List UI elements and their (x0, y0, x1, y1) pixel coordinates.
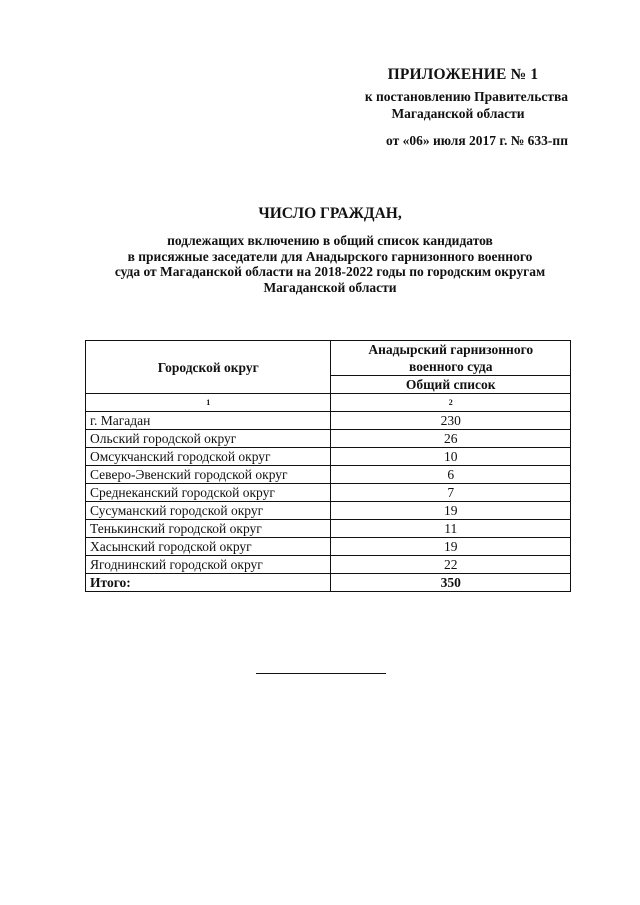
total-value: 350 (331, 574, 571, 592)
document-title: ЧИСЛО ГРАЖДАН, (258, 205, 402, 222)
appendix-to-line: к постановлению Правительства (364, 89, 568, 104)
district-count: 19 (331, 538, 571, 556)
appendix-date-line: от «06» июля 2017 г. № 633-пп (386, 133, 568, 148)
table-row (86, 520, 571, 538)
table-header-row (86, 341, 571, 376)
table-row (86, 484, 571, 502)
column-number: 1 (86, 394, 331, 412)
total-row (86, 574, 571, 592)
district-name: Ягоднинский городской округ (86, 556, 331, 574)
district-name: Тенькинский городской округ (86, 520, 331, 538)
table-row (86, 466, 571, 484)
court-header-line: Анадырский гарнизонного (368, 342, 534, 357)
document-subtitle-line: подлежащих включению в общий список кандидатов (167, 233, 493, 248)
appendix-region-line: Магаданской области (391, 106, 525, 121)
district-count: 11 (331, 520, 571, 538)
table-row (86, 538, 571, 556)
district-name: г. Магадан (86, 412, 331, 430)
district-count: 230 (331, 412, 571, 430)
court-column-header (331, 341, 571, 376)
total-label: Итого: (86, 574, 331, 592)
district-count: 7 (331, 484, 571, 502)
table-row (86, 430, 571, 448)
district-name: Сусуманский городской округ (86, 502, 331, 520)
document-subtitle-line: суда от Магаданской области на 2018-2022 годы по городским округам (114, 264, 546, 279)
table-row (86, 556, 571, 574)
district-count: 6 (331, 466, 571, 484)
table-row (86, 502, 571, 520)
district-column-header: Городской округ (86, 341, 331, 394)
district-count: 26 (331, 430, 571, 448)
column-number-row (86, 394, 571, 412)
district-name: Омсукчанский городской округ (86, 448, 331, 466)
document-subtitle-line: в присяжные заседатели для Анадырского гарнизонного военного (127, 248, 533, 264)
document-title-block (60, 205, 600, 295)
general-list-header: Общий список (331, 376, 571, 394)
district-count: 22 (331, 556, 571, 574)
appendix-title: ПРИЛОЖЕНИЕ № 1 (387, 66, 539, 83)
appendix-header (318, 66, 568, 149)
court-header-line: военного суда (409, 359, 493, 374)
table-row (86, 448, 571, 466)
document-subtitle-line: Магаданской области (263, 279, 397, 295)
column-number: 2 (331, 394, 571, 412)
district-name: Северо-Эвенский городской округ (86, 466, 331, 484)
closing-divider-line (256, 673, 386, 674)
district-count: 19 (331, 502, 571, 520)
district-count: 10 (331, 448, 571, 466)
district-name: Среднеканский городской округ (86, 484, 331, 502)
district-name: Ольский городской округ (86, 430, 331, 448)
district-name: Хасынский городской округ (86, 538, 331, 556)
citizens-table (85, 340, 571, 592)
table-row (86, 412, 571, 430)
